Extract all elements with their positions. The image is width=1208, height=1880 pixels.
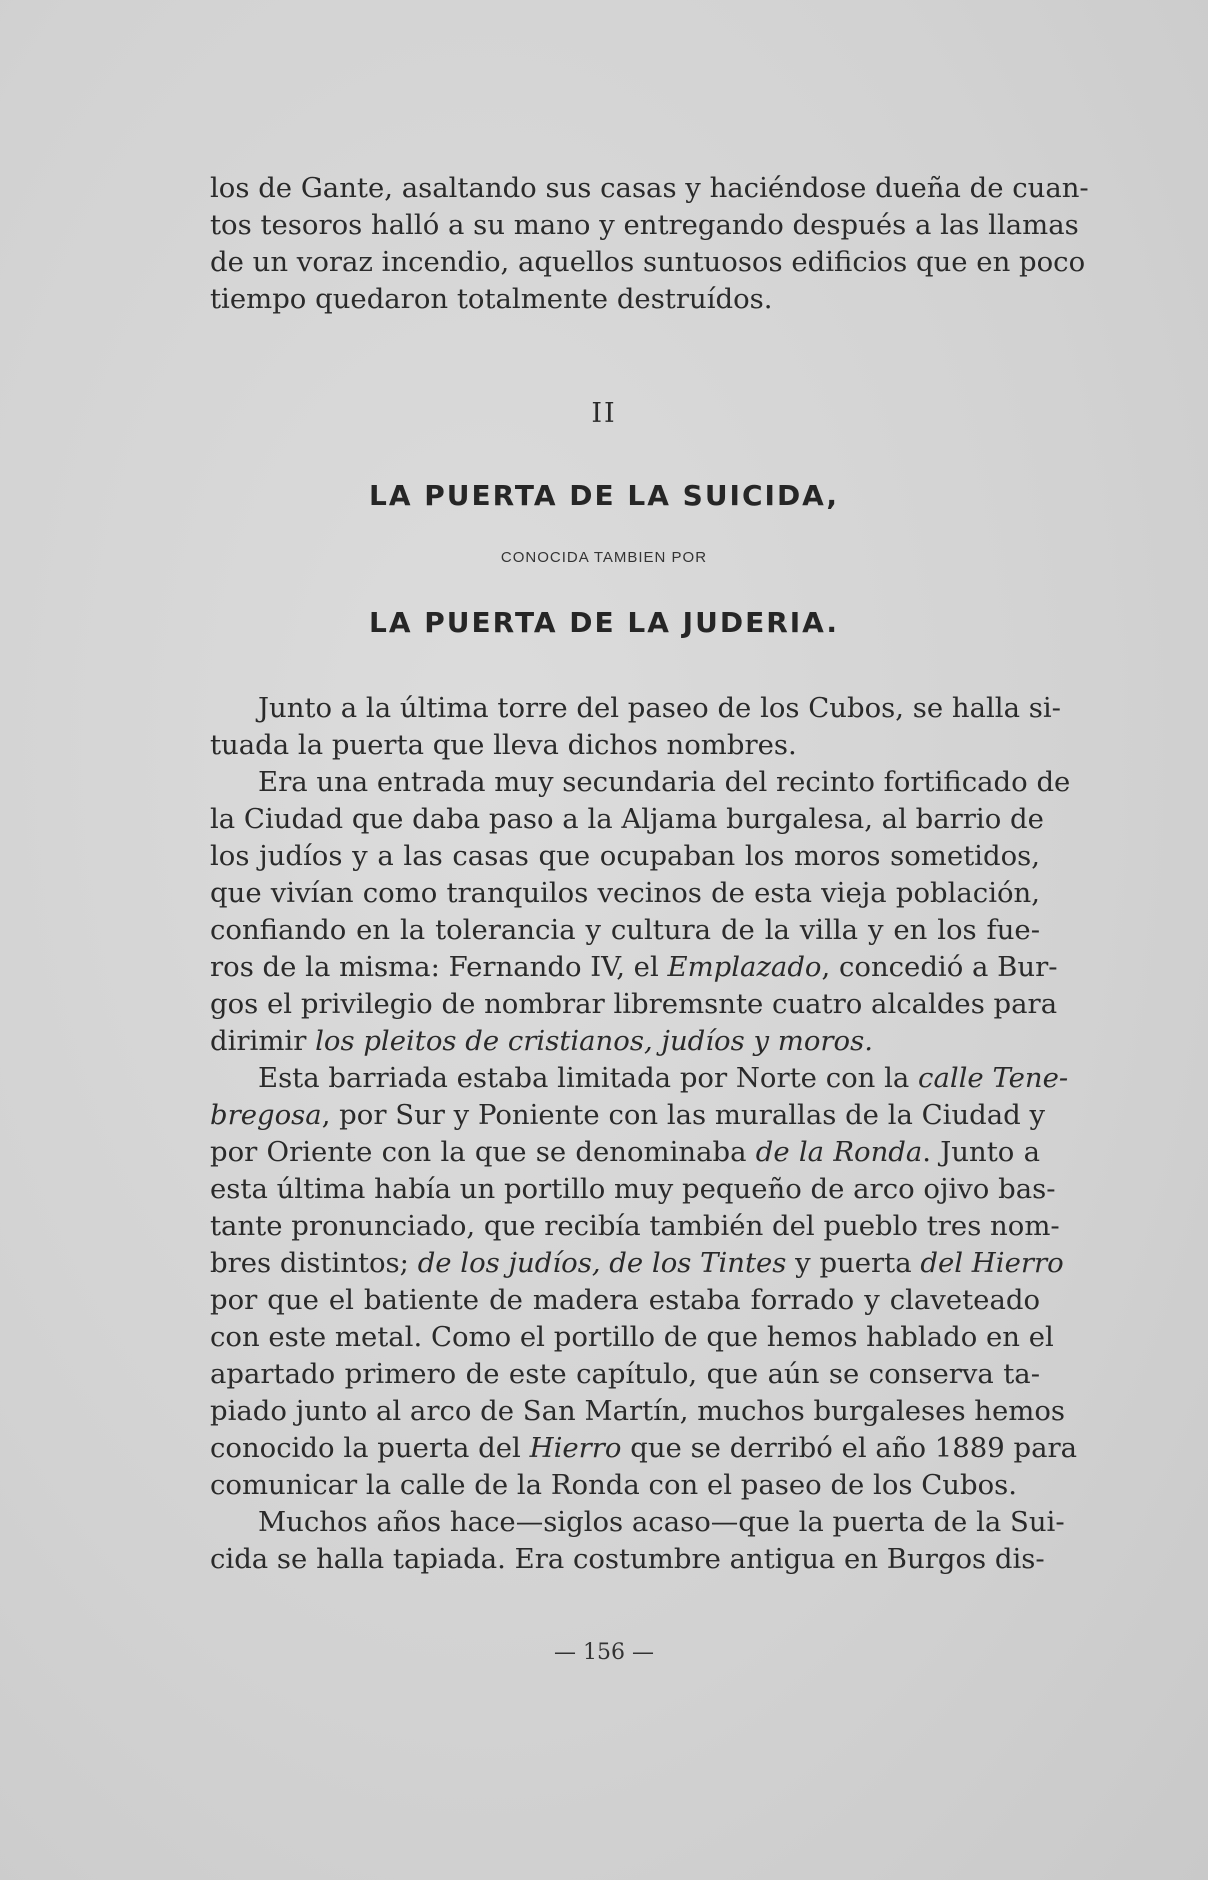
text-run: Esta barriada estaba limitada por Norte con la [258,1062,919,1094]
italic-run: Emplazado [667,951,822,983]
text-line [210,1097,1046,1134]
text-line: tiempo quedaron totalmente destruídos. [210,283,773,315]
text-line [210,1060,1069,1097]
text-line: de un voraz incendio, aquellos suntuosos edificios que en poco [210,246,1086,278]
page-number: — 156 — [554,1640,654,1665]
text-line: Era una entrada muy secundaria del recinto fortificado de [258,766,1071,798]
text-line [210,1245,1064,1282]
text-line: la Ciudad que daba paso a la Aljama burgalesa, al barrio de [210,803,1044,835]
text-line: piado junto al arco de San Martín, muchos burgaleses hemos [210,1395,1066,1427]
body-text [210,690,1078,1578]
text-run: bres distintos; [210,1247,418,1279]
italic-run: de la Ronda [755,1136,923,1168]
text-line [210,1430,1078,1467]
italic-run: de los judíos, de los Tintes [417,1247,787,1279]
text-run: ros de la misma: Fernando IV, el [210,951,668,983]
italic-run: del Hierro [920,1247,1064,1279]
text-run: y puerta [786,1247,921,1279]
italic-run: calle Tene- [918,1062,1069,1094]
text-line: con este metal. Como el portillo de que hemos hablado en el [210,1321,1054,1353]
text-run: conocido la puerta del [210,1432,530,1464]
text-line: Junto a la última torre del paseo de los Cubos, se halla si- [258,692,1061,724]
text-line [210,1023,1040,1060]
text-line: gos el privilegio de nombrar libremsnte cuatro alcaldes para [210,988,1058,1020]
section-title: LA PUERTA DE LA SUICIDA, [368,479,840,512]
text-line: los de Gante, asaltando sus casas y haciéndose dueña de cuan- [210,172,1089,204]
text-line: tante pronunciado, que recibía también del pueblo tres nom- [210,1210,1060,1242]
text-run: , concedió a Bur- [821,951,1058,983]
section-subtitle: CONOCIDA TAMBIEN POR [500,549,708,566]
continuation-paragraph [210,170,1089,318]
text-line [210,949,1058,986]
italic-run: Hierro [529,1432,622,1464]
text-line: cida se halla tapiada. Era costumbre antigua en Burgos dis- [210,1543,1045,1575]
text-run: , por Sur y Poniente con las murallas de la Ciudad y [321,1099,1046,1131]
italic-run: bregosa [210,1099,322,1131]
text-run: . Junto a [922,1136,1040,1168]
text-line: por que el batiente de madera estaba forrado y claveteado [210,1284,1040,1316]
text-line [210,1134,1040,1171]
text-line: apartado primero de este capítulo, que aún se conserva ta- [210,1358,1040,1390]
text-line: los judíos y a las casas que ocupaban los moros sometidos, [210,840,1040,872]
section-title-alt: LA PUERTA DE LA JUDERIA. [369,606,839,639]
section-number: II [591,398,617,429]
text-run: que se derribó el año 1889 para [621,1432,1078,1464]
text-run: dirimir [210,1025,316,1057]
text-line: esta última había un portillo muy pequeño de arco ojivo bas- [210,1173,1056,1205]
text-run: por Oriente con la que se denominaba [210,1136,756,1168]
text-line: que vivían como tranquilos vecinos de esta vieja población, [210,877,1040,909]
text-line: confiando en la tolerancia y cultura de la villa y en los fue- [210,914,1040,946]
italic-run: los pleitos de cristianos, judíos y moros. [315,1025,873,1057]
text-line: tos tesoros halló a su mano y entregando después a las llamas [210,209,1079,241]
text-line: comunicar la calle de la Ronda con el paseo de los Cubos. [210,1469,1018,1501]
text-line: Muchos años hace—siglos acaso—que la puerta de la Sui- [258,1506,1065,1538]
text-line: tuada la puerta que lleva dichos nombres. [210,729,797,761]
